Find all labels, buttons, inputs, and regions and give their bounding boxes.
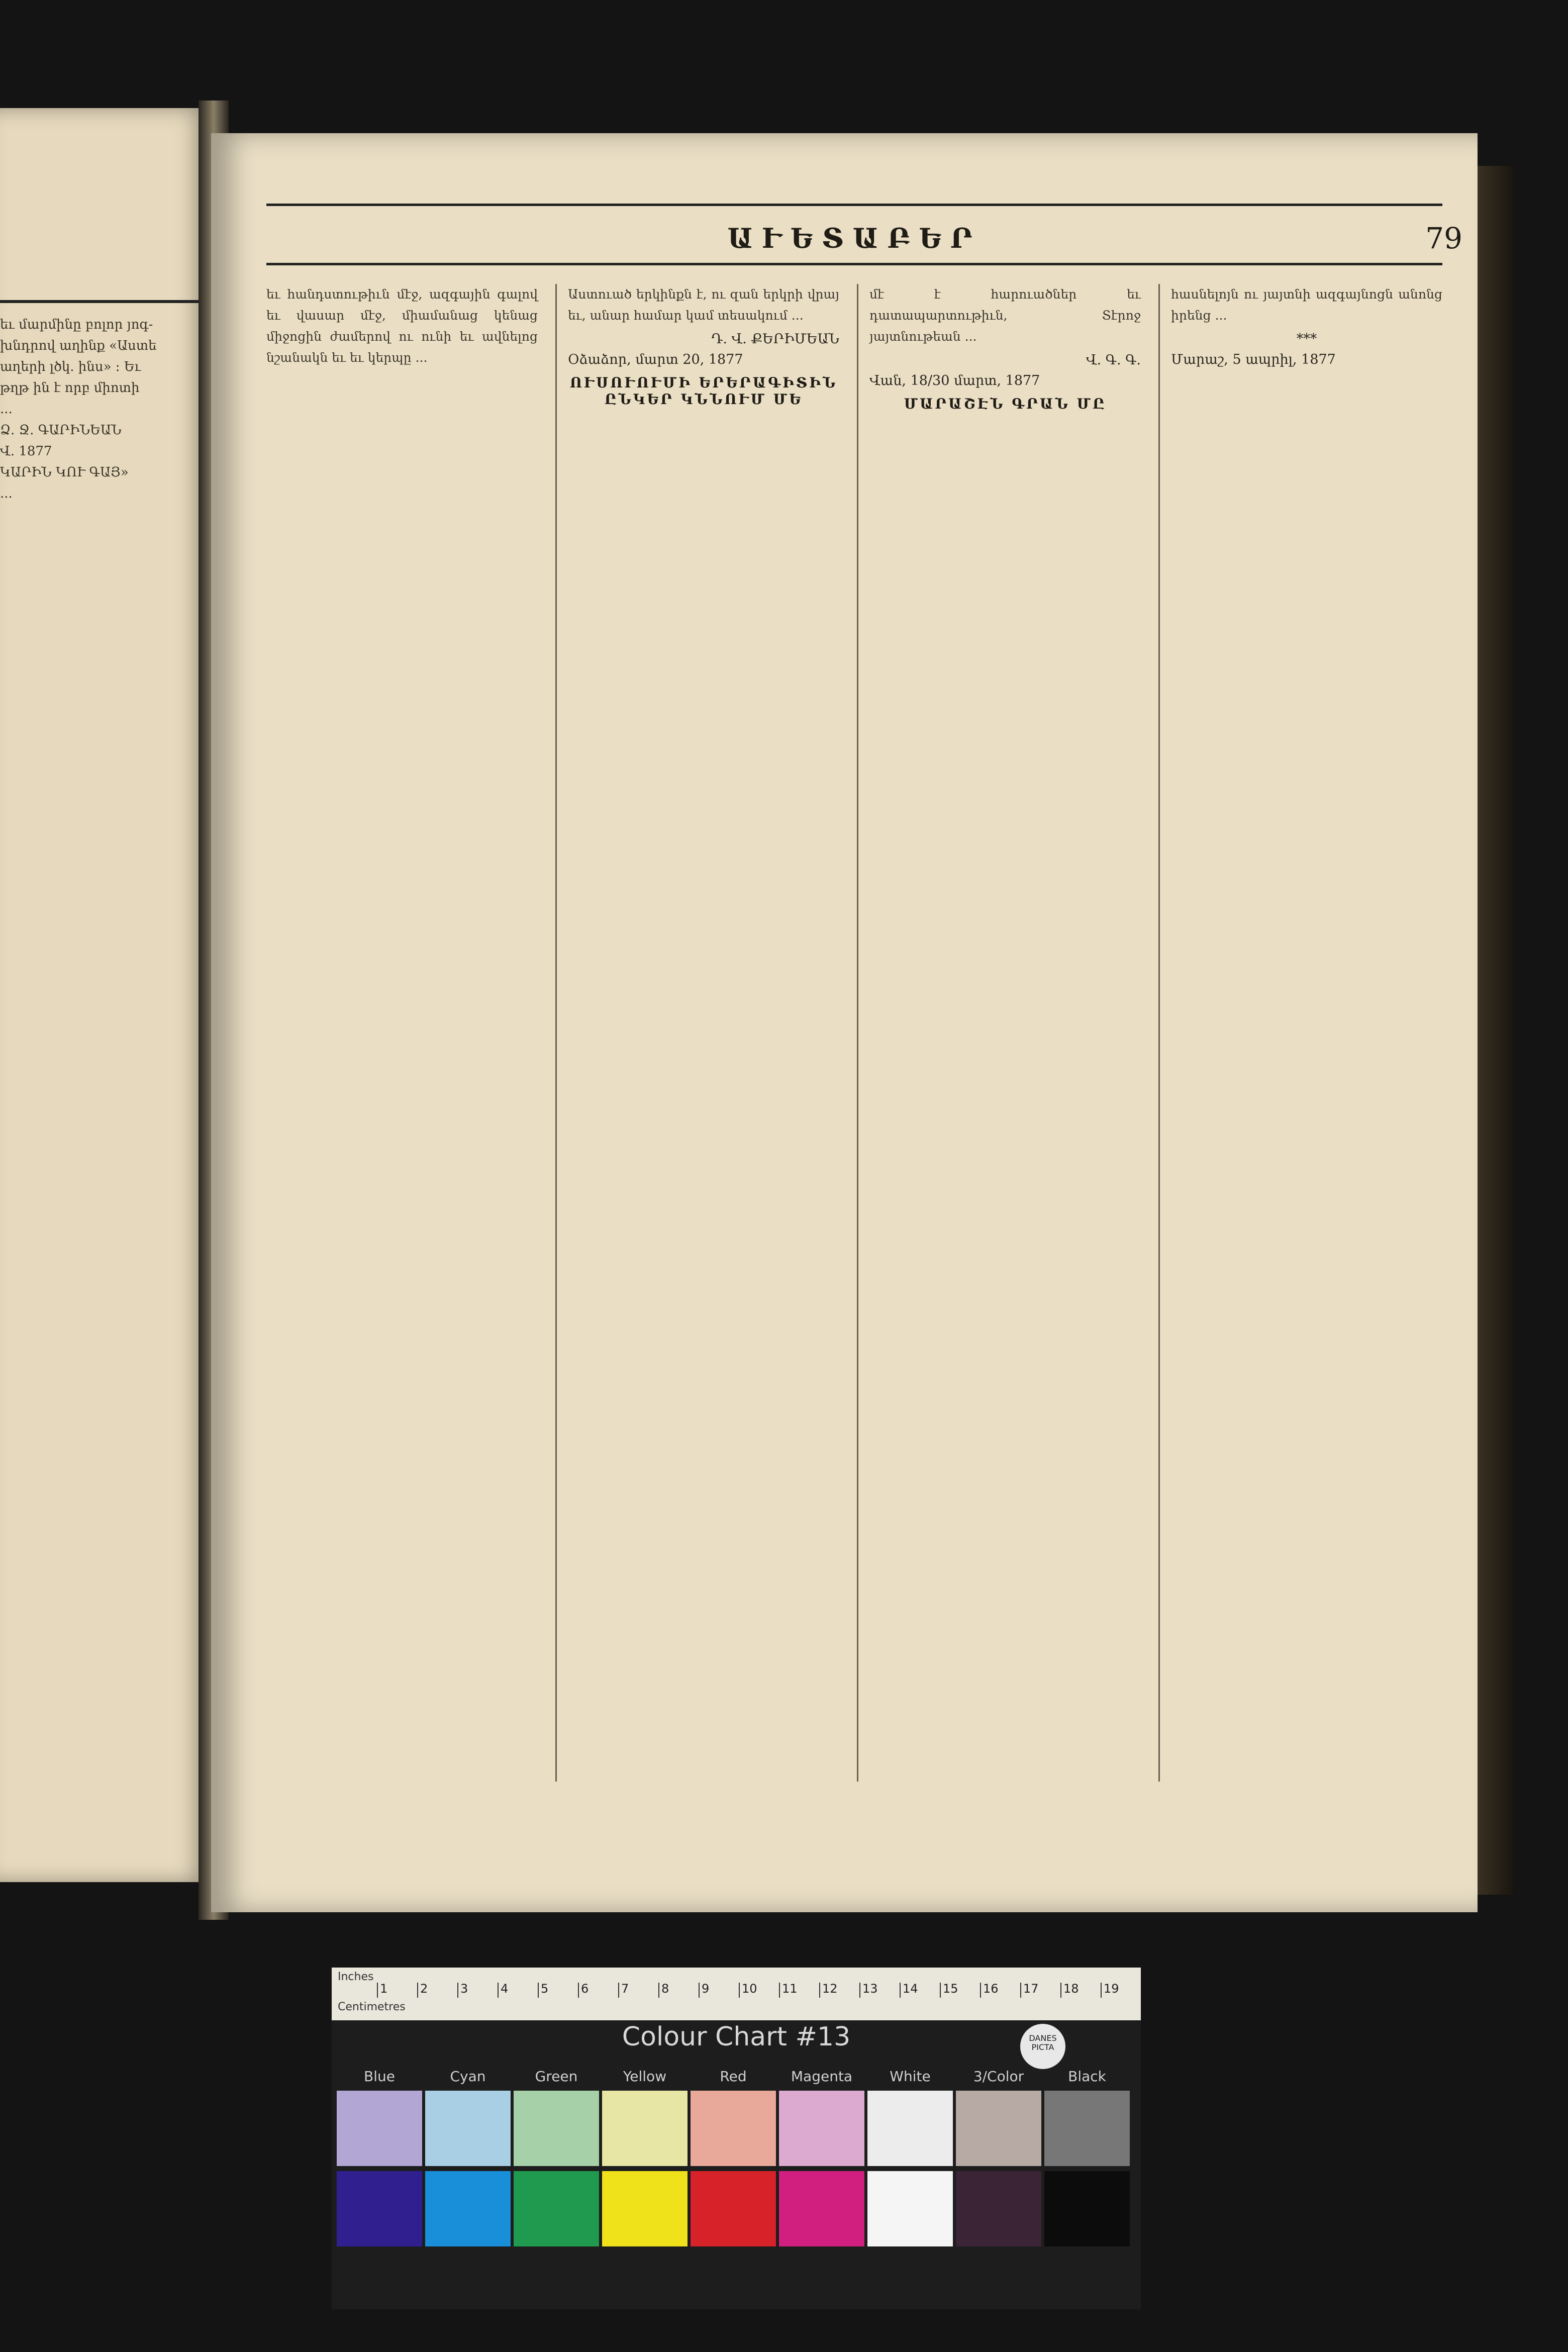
swatch-dark [1044,2171,1130,2246]
swatch-dark [337,2171,422,2246]
swatch-label: 3/Color [973,2068,1024,2085]
ruler-inch-number: 16 [983,1982,999,1996]
colour-chart-title: Colour Chart #13 [622,2022,851,2052]
ruler-inch-number: 2 [420,1982,428,1996]
column-4-date: Մարաշ, 5 ապրիլ, 1877 [1171,352,1336,367]
swatch-light [867,2091,953,2166]
column-4-text: հասնելոյն ու յայտնի ազգայնոցն անոնց իրենց ... [1171,287,1442,323]
left-page-rule [0,300,201,303]
column-3-heading: ՄԱՐԱՇԷՆ ԳՐԱՆ ՄԸ [904,396,1107,412]
swatch-dark [691,2171,776,2246]
ruler-inch-tick [699,1983,700,1998]
column-4 [1171,284,1442,1782]
column-2-place-date: Օձաձոր, մարտ 20, 1877 [568,352,743,367]
swatch-light [779,2091,864,2166]
column-divider [857,284,858,1782]
ruler-inch-number: 4 [501,1982,509,1996]
ruler [332,1968,1141,2020]
right-page [211,133,1478,1912]
column-3-place-date: Վան, 18/30 մարտ, 1877 [869,373,1040,388]
ruler-inch-number: 11 [782,1982,798,1996]
left-page-fragment-text: եւ մարմինը բոլոր յոգ- խնդրով աղինք «Աստե աղերի լծկ. ինս» ։ Եւ թղթ ին է որբ միոտի ... Ձ. Ջ. ԳԱՐԻՆԵԱՆ Վ. 1877 ԿԱՐԻՆ ԿՈՒ ԳԱՅ» ... [0,317,157,501]
book-binding-edge [1478,166,1513,1895]
ruler-inch-tick [819,1983,820,1998]
article-columns [266,284,1442,1782]
ruler-inch-tick [658,1983,659,1998]
swatch-dark [867,2171,953,2246]
ruler-inch-tick [417,1983,418,1998]
column-2-heading: ՈՒՍՈՒՈՒՄԻ ԵՐԵՐԱԳԻՏԻՆ ԸՆԿԵՐ ԿՆՆՈՒՄ ՄԵ [569,374,838,408]
column-divider [555,284,557,1782]
ruler-inch-number: 8 [661,1982,669,1996]
swatch-dark [514,2171,599,2246]
swatch-light [1044,2091,1130,2166]
ruler-inch-tick [618,1983,619,1998]
swatch-light [956,2091,1041,2166]
ruler-inch-tick [498,1983,499,1998]
ruler-inch-number: 19 [1104,1982,1119,1996]
swatch-light [425,2091,511,2166]
column-4-stars: *** [1296,331,1317,347]
ruler-inch-number: 15 [943,1982,958,1996]
ruler-inch-number: 6 [581,1982,589,1996]
ruler-inch-tick [538,1983,539,1998]
ruler-inch-tick [578,1983,579,1998]
swatch-light [602,2091,688,2166]
swatch-label: Cyan [450,2068,486,2085]
page-number: 79 [1425,221,1462,255]
ruler-inch-number: 12 [822,1982,838,1996]
ruler-inch-tick [779,1983,780,1998]
ruler-inch-tick [377,1983,378,1998]
column-2 [568,284,839,1782]
swatch-label: White [890,2068,931,2085]
column-2-text: Աստուած երկինքն է, ու զան երկրի վրայ եւ, անար համար կամ տեսակում ... [568,287,839,323]
ruler-inch-tick [739,1983,740,1998]
ruler-inch-tick [1060,1983,1061,1998]
ruler-inch-number: 18 [1063,1982,1079,1996]
page-header [266,216,1462,276]
masthead-title: ԱՒԵՏԱԲԵՐ [727,222,982,254]
ruler-inch-tick [859,1983,860,1998]
ruler-inch-tick [980,1983,981,1998]
swatch-dark [956,2171,1041,2246]
swatch-light [337,2091,422,2166]
swatch-label: Yellow [623,2068,667,2085]
header-rule-top [266,204,1442,206]
column-divider [1158,284,1160,1782]
ruler-inch-number: 3 [460,1982,468,1996]
column-3-signature: Վ. Գ. Գ. [1086,352,1141,368]
ruler-inch-number: 5 [541,1982,549,1996]
swatch-label: Blue [364,2068,395,2085]
column-2-signature: Դ. Վ. ՔԵՐԻՄԵԱՆ [711,331,839,347]
ruler-inches-label: Inches [338,1971,374,1983]
ruler-inch-tick [1020,1983,1021,1998]
swatch-label: Magenta [791,2068,853,2085]
column-1-text: եւ հանդստութիւն մէջ, ազգային գալով եւ վասար մէջ, միամանաց կենաց միջոցին ժամերով ու ունի եւ ավնելոց նշանակն եւ եւ կերպը ... [266,287,538,365]
ruler-inch-number: 14 [903,1982,918,1996]
danes-picta-logo: DANES PICTA [1020,2024,1065,2069]
swatch-dark [602,2171,688,2246]
column-3 [869,284,1141,1782]
swatch-label: Red [720,2068,747,2085]
ruler-inch-tick [1101,1983,1102,1998]
colour-chart [332,1968,1141,2309]
column-1 [266,284,538,1782]
swatch-dark [779,2171,864,2246]
ruler-inch-number: 10 [742,1982,757,1996]
swatch-label: Black [1068,2068,1106,2085]
header-rule-bottom [266,263,1442,265]
ruler-inch-number: 13 [862,1982,878,1996]
ruler-inch-tick [457,1983,458,1998]
left-page [0,108,211,1882]
swatch-light [514,2091,599,2166]
ruler-inch-number: 1 [380,1982,388,1996]
swatch-light [691,2091,776,2166]
column-3-text: մէ է հարուածներ եւ դատապարտութիւն, Տէրոջ յայտնութեան ... [869,287,1141,344]
swatch-dark [425,2171,511,2246]
ruler-inch-tick [940,1983,941,1998]
swatch-label: Green [535,2068,578,2085]
ruler-inch-number: 9 [702,1982,710,1996]
ruler-inch-number: 17 [1023,1982,1039,1996]
ruler-inch-number: 7 [621,1982,629,1996]
ruler-centimetres-label: Centimetres [338,2001,406,2013]
ruler-inch-tick [900,1983,901,1998]
